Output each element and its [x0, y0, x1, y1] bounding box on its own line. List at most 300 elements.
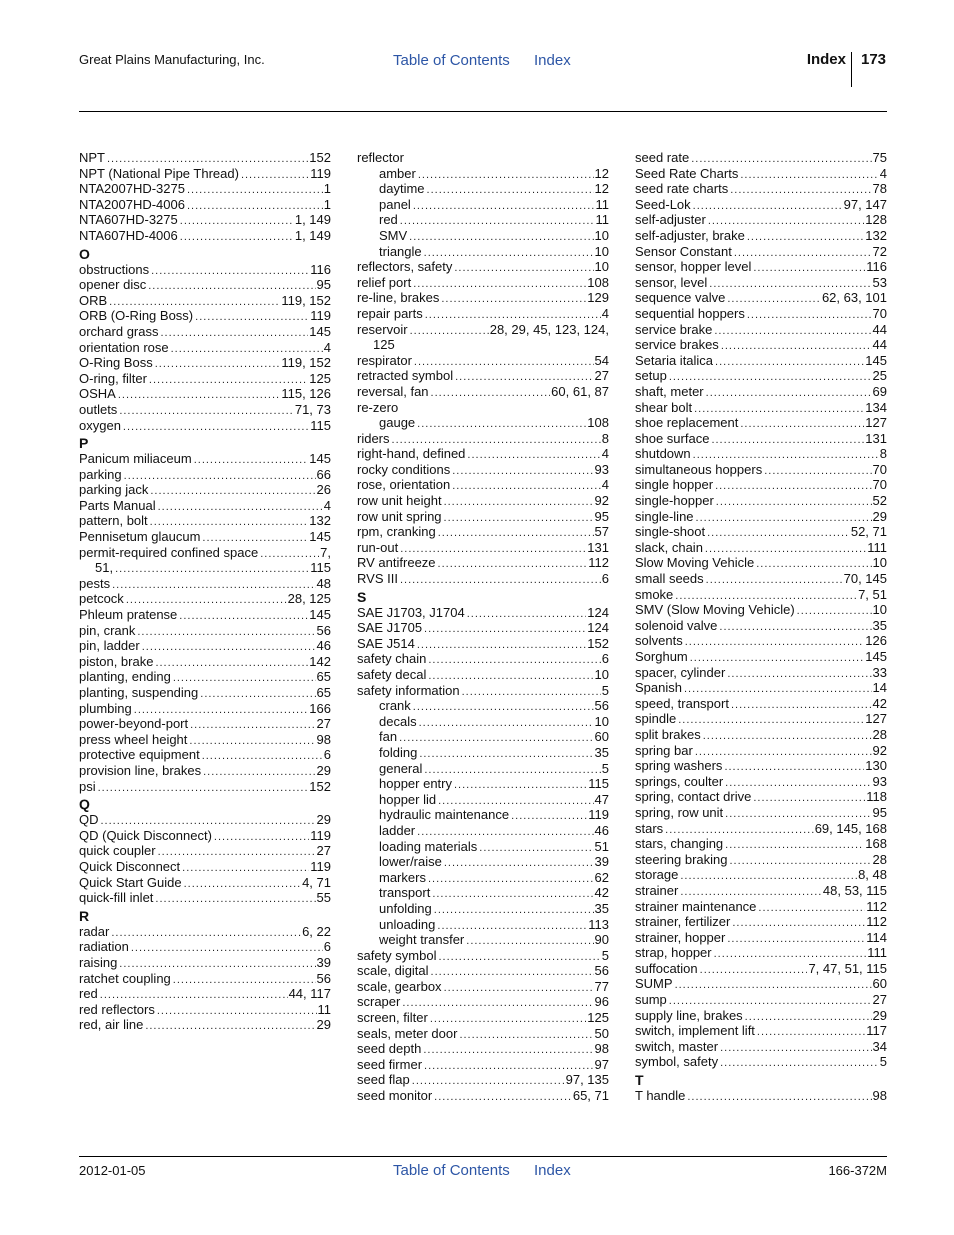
- index-term: Spanish: [635, 680, 682, 696]
- dot-leader: [431, 386, 551, 402]
- index-term: Slow Moving Vehicle: [635, 555, 755, 571]
- page-ref: 56: [316, 970, 331, 986]
- index-term: suffocation: [635, 960, 698, 976]
- index-entry: [79, 623, 331, 639]
- index-entry: [635, 665, 887, 681]
- index-entry: [635, 1023, 887, 1039]
- index-entry: [635, 400, 887, 416]
- index-entry: [79, 228, 331, 244]
- index-entry: [635, 867, 887, 883]
- index-term: opener disc: [79, 277, 147, 293]
- index-entry: [635, 945, 887, 961]
- page-ref: 28: [872, 851, 887, 867]
- page-ref: 69: [872, 383, 887, 399]
- index-entry: [635, 836, 887, 852]
- index-term: safety symbol: [357, 947, 437, 963]
- dot-leader: [431, 965, 594, 981]
- dot-leader: [428, 653, 600, 669]
- index-term: red, air line: [79, 1017, 144, 1033]
- index-term: red reflectors: [79, 1001, 155, 1017]
- index-term: radar: [79, 923, 110, 939]
- dot-leader: [715, 355, 864, 371]
- page-ref: 112: [866, 914, 887, 930]
- dot-leader: [740, 417, 864, 433]
- index-entry: [79, 939, 331, 955]
- page-ref: 10: [594, 227, 609, 243]
- index-term: psi: [79, 778, 96, 794]
- dot-leader: [459, 1028, 593, 1044]
- page-ref: 10: [594, 713, 609, 729]
- page-ref: 111: [867, 539, 887, 555]
- index-entry: [357, 1072, 609, 1088]
- index-entry: [635, 259, 887, 275]
- index-entry: [635, 166, 887, 182]
- index-term: folding: [379, 744, 418, 760]
- index-term: red: [379, 212, 398, 228]
- index-entry: [79, 212, 331, 228]
- page-ref: 4: [323, 497, 331, 513]
- page-ref: 51: [594, 838, 609, 854]
- index-term: markers: [379, 869, 426, 885]
- page-ref: 6: [601, 571, 609, 587]
- dot-leader: [444, 856, 594, 872]
- index-term: weight transfer: [379, 932, 465, 948]
- dot-leader: [675, 978, 872, 994]
- index-term: pattern, bolt: [79, 513, 148, 529]
- index-entry: [635, 477, 887, 493]
- page-ref: 112: [588, 555, 609, 571]
- page-ref: 127: [865, 415, 887, 431]
- index-entry: [79, 828, 331, 844]
- page-ref: 70: [872, 477, 887, 493]
- index-subentry: [357, 698, 609, 714]
- index-entry: [357, 431, 609, 447]
- dot-leader: [115, 562, 309, 578]
- index-term: repair parts: [357, 305, 423, 321]
- index-entry: [79, 716, 331, 732]
- footer-doc-code: 166-372M: [828, 1163, 887, 1178]
- index-term: SMV (Slow Moving Vehicle): [635, 602, 795, 618]
- index-entry: [357, 1026, 609, 1042]
- dot-leader: [190, 718, 315, 734]
- index-entry: [635, 431, 887, 447]
- index-term: shoe replacement: [635, 415, 739, 431]
- page-ref: 1: [323, 181, 331, 197]
- dot-leader: [444, 511, 594, 527]
- page-ref: 29: [316, 762, 331, 778]
- page-ref: 95: [872, 804, 887, 820]
- index-term: orientation rose: [79, 339, 169, 355]
- dot-leader: [711, 433, 864, 449]
- index-subentry: [357, 885, 609, 901]
- dot-leader: [467, 607, 587, 623]
- dot-leader: [424, 622, 586, 638]
- page-ref: 4: [601, 305, 609, 321]
- page-ref: 4: [601, 446, 609, 462]
- page-ref: 7,: [320, 544, 331, 560]
- index-term: strainer maintenance: [635, 898, 757, 914]
- index-term: oxygen: [79, 417, 121, 433]
- index-term: seed depth: [357, 1041, 422, 1057]
- dot-leader: [241, 168, 309, 184]
- page-ref: 152: [309, 778, 331, 794]
- index-entry: [635, 649, 887, 665]
- index-term: strap, hopper: [635, 945, 712, 961]
- index-entry: [357, 509, 609, 525]
- index-term: spacer, cylinder: [635, 664, 726, 680]
- index-term: stars, changing: [635, 836, 724, 852]
- index-term: Phleum pratense: [79, 607, 178, 623]
- index-entry: [79, 890, 331, 906]
- page-ref: 48: [316, 575, 331, 591]
- page-ref: 48, 53, 115: [822, 882, 887, 898]
- page-ref: 29: [872, 1007, 887, 1023]
- page-ref: 65: [316, 669, 331, 685]
- index-term: service brake: [635, 321, 713, 337]
- index-entry: [635, 696, 887, 712]
- page-ref: 57: [594, 524, 609, 540]
- page-ref: 126: [865, 633, 887, 649]
- index-term: seed flap: [357, 1072, 410, 1088]
- index-entry: [357, 322, 609, 338]
- index-letter-heading: T: [635, 1072, 644, 1089]
- index-term: Panicum miliaceum: [79, 451, 192, 467]
- page-ref: 60, 61, 87: [551, 383, 609, 399]
- index-entry: [357, 275, 609, 291]
- index-entry: [79, 669, 331, 685]
- page-ref: 145: [865, 352, 887, 368]
- dot-leader: [734, 246, 872, 262]
- index-entry: [635, 462, 887, 478]
- index-entry: [79, 701, 331, 717]
- page-ref: 93: [594, 461, 609, 477]
- dot-leader: [731, 698, 872, 714]
- index-entry: [635, 1054, 887, 1070]
- page-ref: 125: [587, 1010, 609, 1026]
- index-entry: [79, 277, 331, 293]
- page-ref: 108: [587, 415, 609, 431]
- index-entry: [635, 1008, 887, 1024]
- dot-leader: [724, 760, 864, 776]
- page-ref: 25: [872, 368, 887, 384]
- index-entry-heading: reflector: [357, 150, 404, 165]
- dot-leader: [703, 729, 872, 745]
- dot-leader: [720, 1041, 871, 1057]
- page-ref: 145: [865, 649, 887, 664]
- index-entry: [79, 181, 331, 197]
- page-ref: 8: [601, 430, 609, 446]
- footer-index-link[interactable]: Index: [534, 1162, 571, 1179]
- index-entry: [79, 607, 331, 623]
- page-ref: 125: [309, 370, 331, 386]
- index-entry: [635, 244, 887, 260]
- index-term: quick coupler: [79, 843, 156, 859]
- index-entry: [357, 462, 609, 478]
- index-term: seed firmer: [357, 1056, 423, 1072]
- index-entry: [357, 683, 609, 699]
- page-ref: 145: [309, 607, 331, 623]
- dot-leader: [202, 749, 323, 765]
- index-entry: [79, 875, 331, 891]
- page-ref: 119: [310, 165, 331, 181]
- index-entry: [357, 524, 609, 540]
- page-ref: 119: [310, 827, 331, 843]
- index-entry: [357, 306, 609, 322]
- index-term: permit-required confined space: [79, 544, 259, 560]
- index-entry: [79, 371, 331, 387]
- index-entry: [79, 843, 331, 859]
- index-term: spring, row unit: [635, 804, 724, 820]
- index-term: ORB: [79, 292, 108, 308]
- index-entry: [79, 308, 331, 324]
- dot-leader: [730, 854, 872, 870]
- dot-leader: [418, 168, 594, 184]
- index-entry: [635, 524, 887, 540]
- index-letter-heading: S: [357, 588, 367, 605]
- index-entry: [79, 1017, 331, 1033]
- index-term: daytime: [379, 181, 425, 197]
- dot-leader: [427, 183, 594, 199]
- page-ref: 119: [310, 308, 331, 324]
- dot-leader: [419, 747, 593, 763]
- index-term: parking jack: [79, 482, 149, 498]
- dot-leader: [155, 892, 315, 908]
- index-entry: [635, 353, 887, 369]
- dot-leader: [155, 357, 281, 373]
- page-ref: 11: [595, 212, 609, 228]
- index-subentry: [357, 776, 609, 792]
- page-ref: 71, 73: [294, 401, 331, 417]
- page-ref: 78: [872, 181, 887, 197]
- index-term: small seeds: [635, 571, 704, 587]
- page-ref: 6, 22: [302, 923, 331, 939]
- dot-leader: [158, 500, 323, 516]
- dot-leader: [727, 667, 871, 683]
- dot-leader: [438, 526, 594, 542]
- index-term: rocky conditions: [357, 461, 451, 477]
- index-entry: [79, 324, 331, 340]
- dot-leader: [454, 261, 593, 277]
- dot-leader: [462, 685, 601, 701]
- index-term: safety decal: [357, 667, 427, 682]
- page-ref: 118: [866, 789, 887, 805]
- page-ref: 131: [587, 539, 609, 555]
- page-ref: 34: [872, 1038, 887, 1054]
- page-ref: 132: [309, 513, 331, 529]
- index-entry: [79, 732, 331, 748]
- page-ref: 6: [323, 747, 331, 763]
- page-ref: 55: [316, 890, 331, 906]
- dot-leader: [131, 941, 323, 957]
- index-entry: [357, 384, 609, 400]
- index-term: Seed-Lok: [635, 196, 691, 212]
- dot-leader: [150, 484, 315, 500]
- index-term: ladder: [379, 822, 416, 838]
- dot-leader: [452, 479, 601, 495]
- index-term: Setaria italica: [635, 352, 714, 368]
- index-term: slack, chain: [635, 539, 703, 555]
- index-term: shutdown: [635, 446, 691, 462]
- dot-leader: [479, 841, 593, 857]
- index-term: decals: [379, 713, 417, 729]
- header-toc-link[interactable]: Table of Contents: [393, 52, 510, 69]
- index-subentry: [357, 870, 609, 886]
- index-term: provision line, brakes: [79, 762, 202, 778]
- dot-leader: [678, 713, 864, 729]
- index-term: amber: [379, 165, 416, 181]
- page-ref: 97, 135: [565, 1072, 609, 1088]
- index-entry: [79, 955, 331, 971]
- index-term: riders: [357, 430, 390, 446]
- index-subentry: [357, 197, 609, 213]
- index-term: row unit height: [357, 493, 442, 509]
- index-entry: [635, 384, 887, 400]
- page-ref: 29: [872, 508, 887, 524]
- page-ref: 113: [588, 916, 609, 932]
- page-ref: 93: [872, 773, 887, 789]
- page-ref: 53: [872, 274, 887, 290]
- page-ref: 115: [588, 776, 609, 792]
- index-entry: [357, 994, 609, 1010]
- page-ref: 4, 71: [302, 874, 331, 890]
- index-term: radiation: [79, 939, 129, 955]
- index-term: sensor, level: [635, 274, 708, 290]
- index-entry: [79, 859, 331, 875]
- index-entry: [635, 337, 887, 353]
- index-term: quick-fill inlet: [79, 890, 154, 906]
- page-ref: 130: [865, 758, 887, 774]
- page-ref: 11: [317, 1001, 331, 1017]
- index-entry: [635, 509, 887, 525]
- page-ref: 46: [594, 822, 609, 838]
- index-term: relief port: [357, 274, 412, 290]
- index-subentry: [357, 415, 609, 431]
- page-ref: 5: [601, 682, 609, 698]
- index-term: lower/raise: [379, 854, 442, 870]
- index-entry: [357, 368, 609, 384]
- index-entry: [635, 976, 887, 992]
- dot-leader: [438, 557, 588, 573]
- index-entry: [635, 821, 887, 837]
- index-term: Pennisetum glaucum: [79, 529, 201, 545]
- index-entry: [635, 883, 887, 899]
- header-index-link[interactable]: Index: [534, 52, 571, 69]
- dot-leader: [417, 638, 586, 654]
- page-ref: 119, 152: [281, 292, 331, 308]
- index-term: single-hopper: [635, 493, 714, 509]
- page-ref: 145: [309, 323, 331, 339]
- page-ref: 27: [872, 992, 887, 1008]
- index-entry: [635, 680, 887, 696]
- page-ref: 127: [865, 711, 887, 727]
- dot-leader: [145, 1019, 315, 1035]
- index-term: NPT (National Pipe Thread): [79, 165, 239, 181]
- index-entry: [635, 306, 887, 322]
- page-ref: 62: [594, 869, 609, 885]
- index-entry: [635, 805, 887, 821]
- page-ref: 33: [872, 664, 887, 680]
- page-number: 173: [861, 51, 887, 68]
- page-ref: 124: [587, 604, 609, 620]
- index-term: setup: [635, 368, 667, 384]
- index-entry: [79, 418, 331, 434]
- index-term: safety information: [357, 682, 460, 698]
- dot-leader: [151, 264, 309, 280]
- index-entry: [79, 482, 331, 498]
- index-term: symbol, safety: [635, 1054, 719, 1070]
- index-term: stars: [635, 820, 664, 836]
- index-entry: [79, 355, 331, 371]
- index-term: scale, digital: [357, 963, 429, 979]
- index-subentry: [357, 901, 609, 917]
- index-entry: [635, 368, 887, 384]
- index-entry: [635, 228, 887, 244]
- index-term: solvents: [635, 633, 683, 649]
- index-entry: [635, 1088, 887, 1104]
- index-entry-continuation: [79, 560, 331, 576]
- page-ref: 90: [594, 932, 609, 948]
- index-term: petcock: [79, 591, 124, 607]
- index-entry: [79, 763, 331, 779]
- index-entry: [635, 322, 887, 338]
- index-entry: [635, 587, 887, 603]
- page-ref: 7, 47, 51, 115: [808, 960, 887, 976]
- index-term: planting, suspending: [79, 685, 199, 700]
- index-term: piston, brake: [79, 653, 154, 669]
- page-ref: 12: [594, 165, 609, 181]
- page-ref: 6: [323, 939, 331, 955]
- page-ref: 60: [872, 976, 887, 992]
- dot-leader: [693, 199, 843, 215]
- index-term: respirator: [357, 352, 412, 368]
- index-entry: [79, 150, 331, 166]
- dot-leader: [137, 625, 315, 641]
- index-term: ratchet coupling: [79, 970, 171, 986]
- index-term: service brakes: [635, 337, 719, 353]
- index-term: spindle: [635, 711, 677, 727]
- page-ref: 28, 29, 45, 123, 124,: [489, 321, 609, 337]
- page-ref: 42: [594, 885, 609, 901]
- index-subentry: [357, 212, 609, 228]
- page-ref: 5: [601, 947, 609, 963]
- page-ref: 47: [594, 791, 609, 807]
- dot-leader: [423, 1043, 593, 1059]
- dot-leader: [119, 404, 294, 420]
- header-divider: [851, 52, 852, 87]
- index-term: steering braking: [635, 851, 728, 867]
- index-entry: [79, 529, 331, 545]
- index-term: seed rate: [635, 150, 690, 165]
- footer-toc-link[interactable]: Table of Contents: [393, 1162, 510, 1179]
- page-ref: 72: [872, 243, 887, 259]
- index-term: general: [379, 760, 423, 776]
- index-entry: [635, 852, 887, 868]
- index-entry: [635, 540, 887, 556]
- page-ref: 166: [309, 700, 331, 716]
- index-entry: [635, 618, 887, 634]
- page-ref: 11: [595, 196, 609, 212]
- dot-leader: [194, 453, 309, 469]
- index-term: seals, meter door: [357, 1025, 458, 1041]
- index-subentry: [357, 823, 609, 839]
- index-column-1: [79, 150, 331, 1033]
- index-term: solenoid valve: [635, 617, 718, 633]
- page-ref: 112: [866, 898, 887, 914]
- index-term: switch, implement lift: [635, 1023, 755, 1039]
- page-ref: 46: [316, 638, 331, 654]
- index-term: RVS III: [357, 571, 398, 587]
- dot-leader: [98, 781, 309, 797]
